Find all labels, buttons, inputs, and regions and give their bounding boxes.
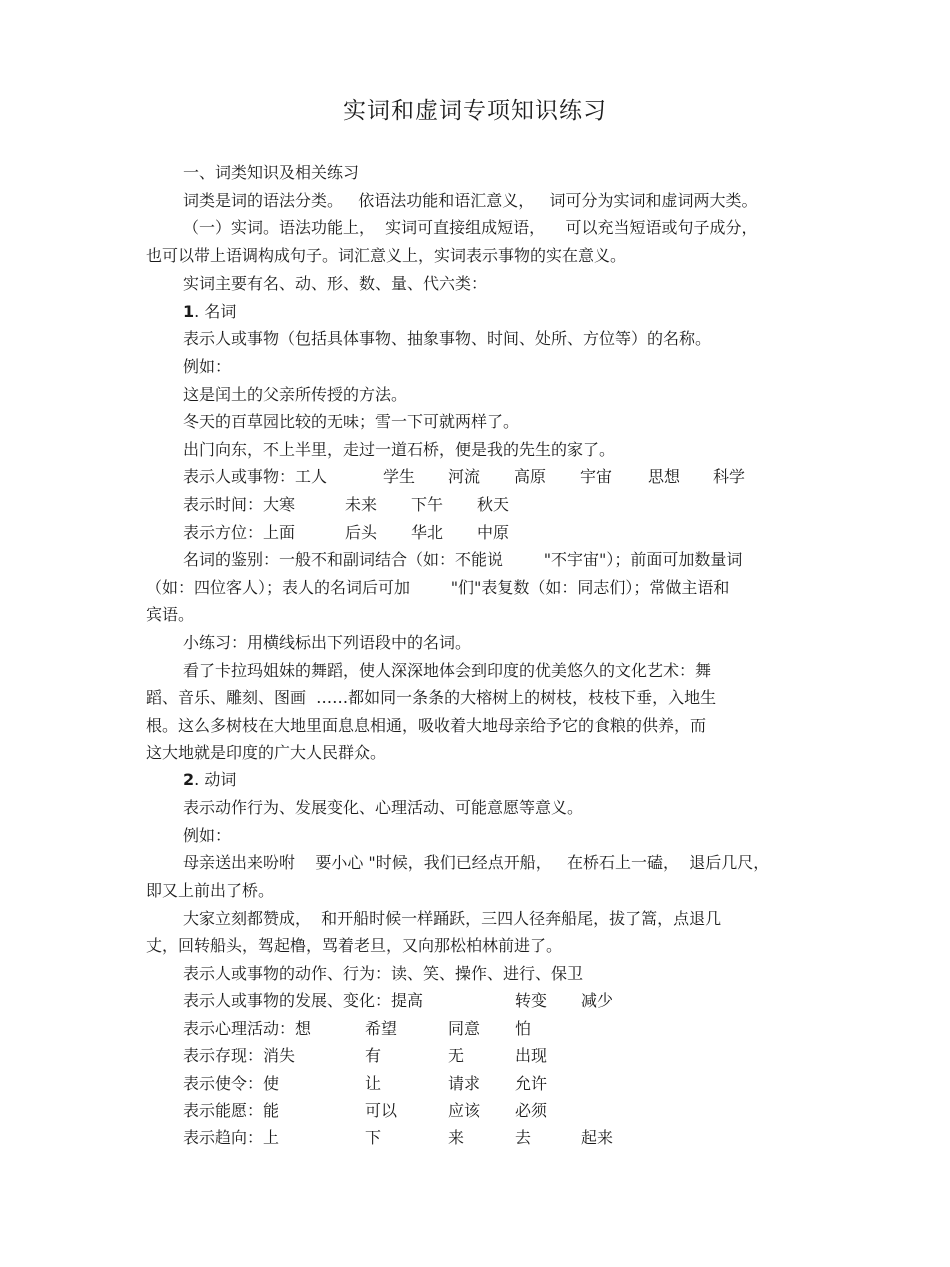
- practice-paragraph: 蹈、音乐、雕刻、图画 ……都如同一条条的大榕树上的树枝，枝枝下垂，入地生: [146, 688, 717, 707]
- example-sentence: 丈，回转船头，驾起橹，骂着老旦，又向那松柏林前进了。: [146, 936, 563, 955]
- noun-identify: （如：四位客人）；表人的名词后可加 "们"表复数（如：同志们）；常做主语和: [146, 578, 730, 597]
- noun-definition: 表示人或事物（包括具体事物、抽象事物、时间、处所、方位等）的名称。: [183, 329, 712, 348]
- noun-identify: 宾语。: [146, 605, 195, 624]
- example-sentence: 即又上前出了桥。: [146, 881, 275, 900]
- practice-paragraph: 看了卡拉玛姐妹的舞蹈，使人深深地体会到印度的优美悠久的文化艺术：舞: [183, 661, 712, 680]
- example-sentence: 这是闰土的父亲所传授的方法。: [183, 385, 408, 404]
- noun-heading: 1. 名词: [183, 302, 237, 321]
- intro-paragraph: 词类是词的语法分类。 依语法功能和语汇意义， 词可分为实词和虚词两大类。: [183, 191, 758, 210]
- paragraph-line: 也可以带上语调构成句子。词汇意义上，实词表示事物的实在意义。: [146, 246, 627, 265]
- paragraph-line: 实词主要有名、动、形、数、量、代六类：: [183, 274, 488, 293]
- practice-label: 小练习：用横线标出下列语段中的名词。: [183, 633, 472, 652]
- paragraph-line: （一）实词。语法功能上， 实词可直接组成短语， 可以充当短语或句子成分，: [183, 218, 758, 237]
- noun-identify: 名词的鉴别：一般不和副词结合（如：不能说 "不宇宙"）；前面可加数量词: [183, 550, 743, 569]
- practice-paragraph: 根。这么多树枝在大地里面息息相通，吸收着大地母亲给予它的食粮的供养，而: [146, 716, 707, 735]
- verb-definition: 表示动作行为、发展变化、心理活动、可能意愿等意义。: [183, 798, 584, 817]
- example-sentence: 大家立刻都赞成， 和开船时候一样踊跃，三四人径奔船尾，拔了篙，点退几: [183, 909, 722, 928]
- example-sentence: 冬天的百草园比较的无味；雪一下可就两样了。: [183, 412, 520, 431]
- section-heading: 一、词类知识及相关练习: [183, 163, 360, 182]
- example-sentence: 母亲送出来吩咐 要小心 "时候，我们已经点开船， 在桥石上一磕， 退后几尺，: [183, 853, 770, 872]
- practice-paragraph: 这大地就是印度的广大人民群众。: [146, 743, 387, 762]
- example-sentence: 出门向东，不上半里，走过一道石桥，便是我的先生的家了。: [183, 440, 616, 459]
- example-label: 例如：: [183, 357, 232, 376]
- verb-heading: 2. 动词: [183, 770, 237, 789]
- page-title: 实词和虚词专项知识练习: [343, 98, 607, 124]
- verb-list-action: 表示人或事物的动作、行为：读、笑、操作、进行、保卫: [183, 964, 584, 983]
- example-label: 例如：: [183, 826, 232, 845]
